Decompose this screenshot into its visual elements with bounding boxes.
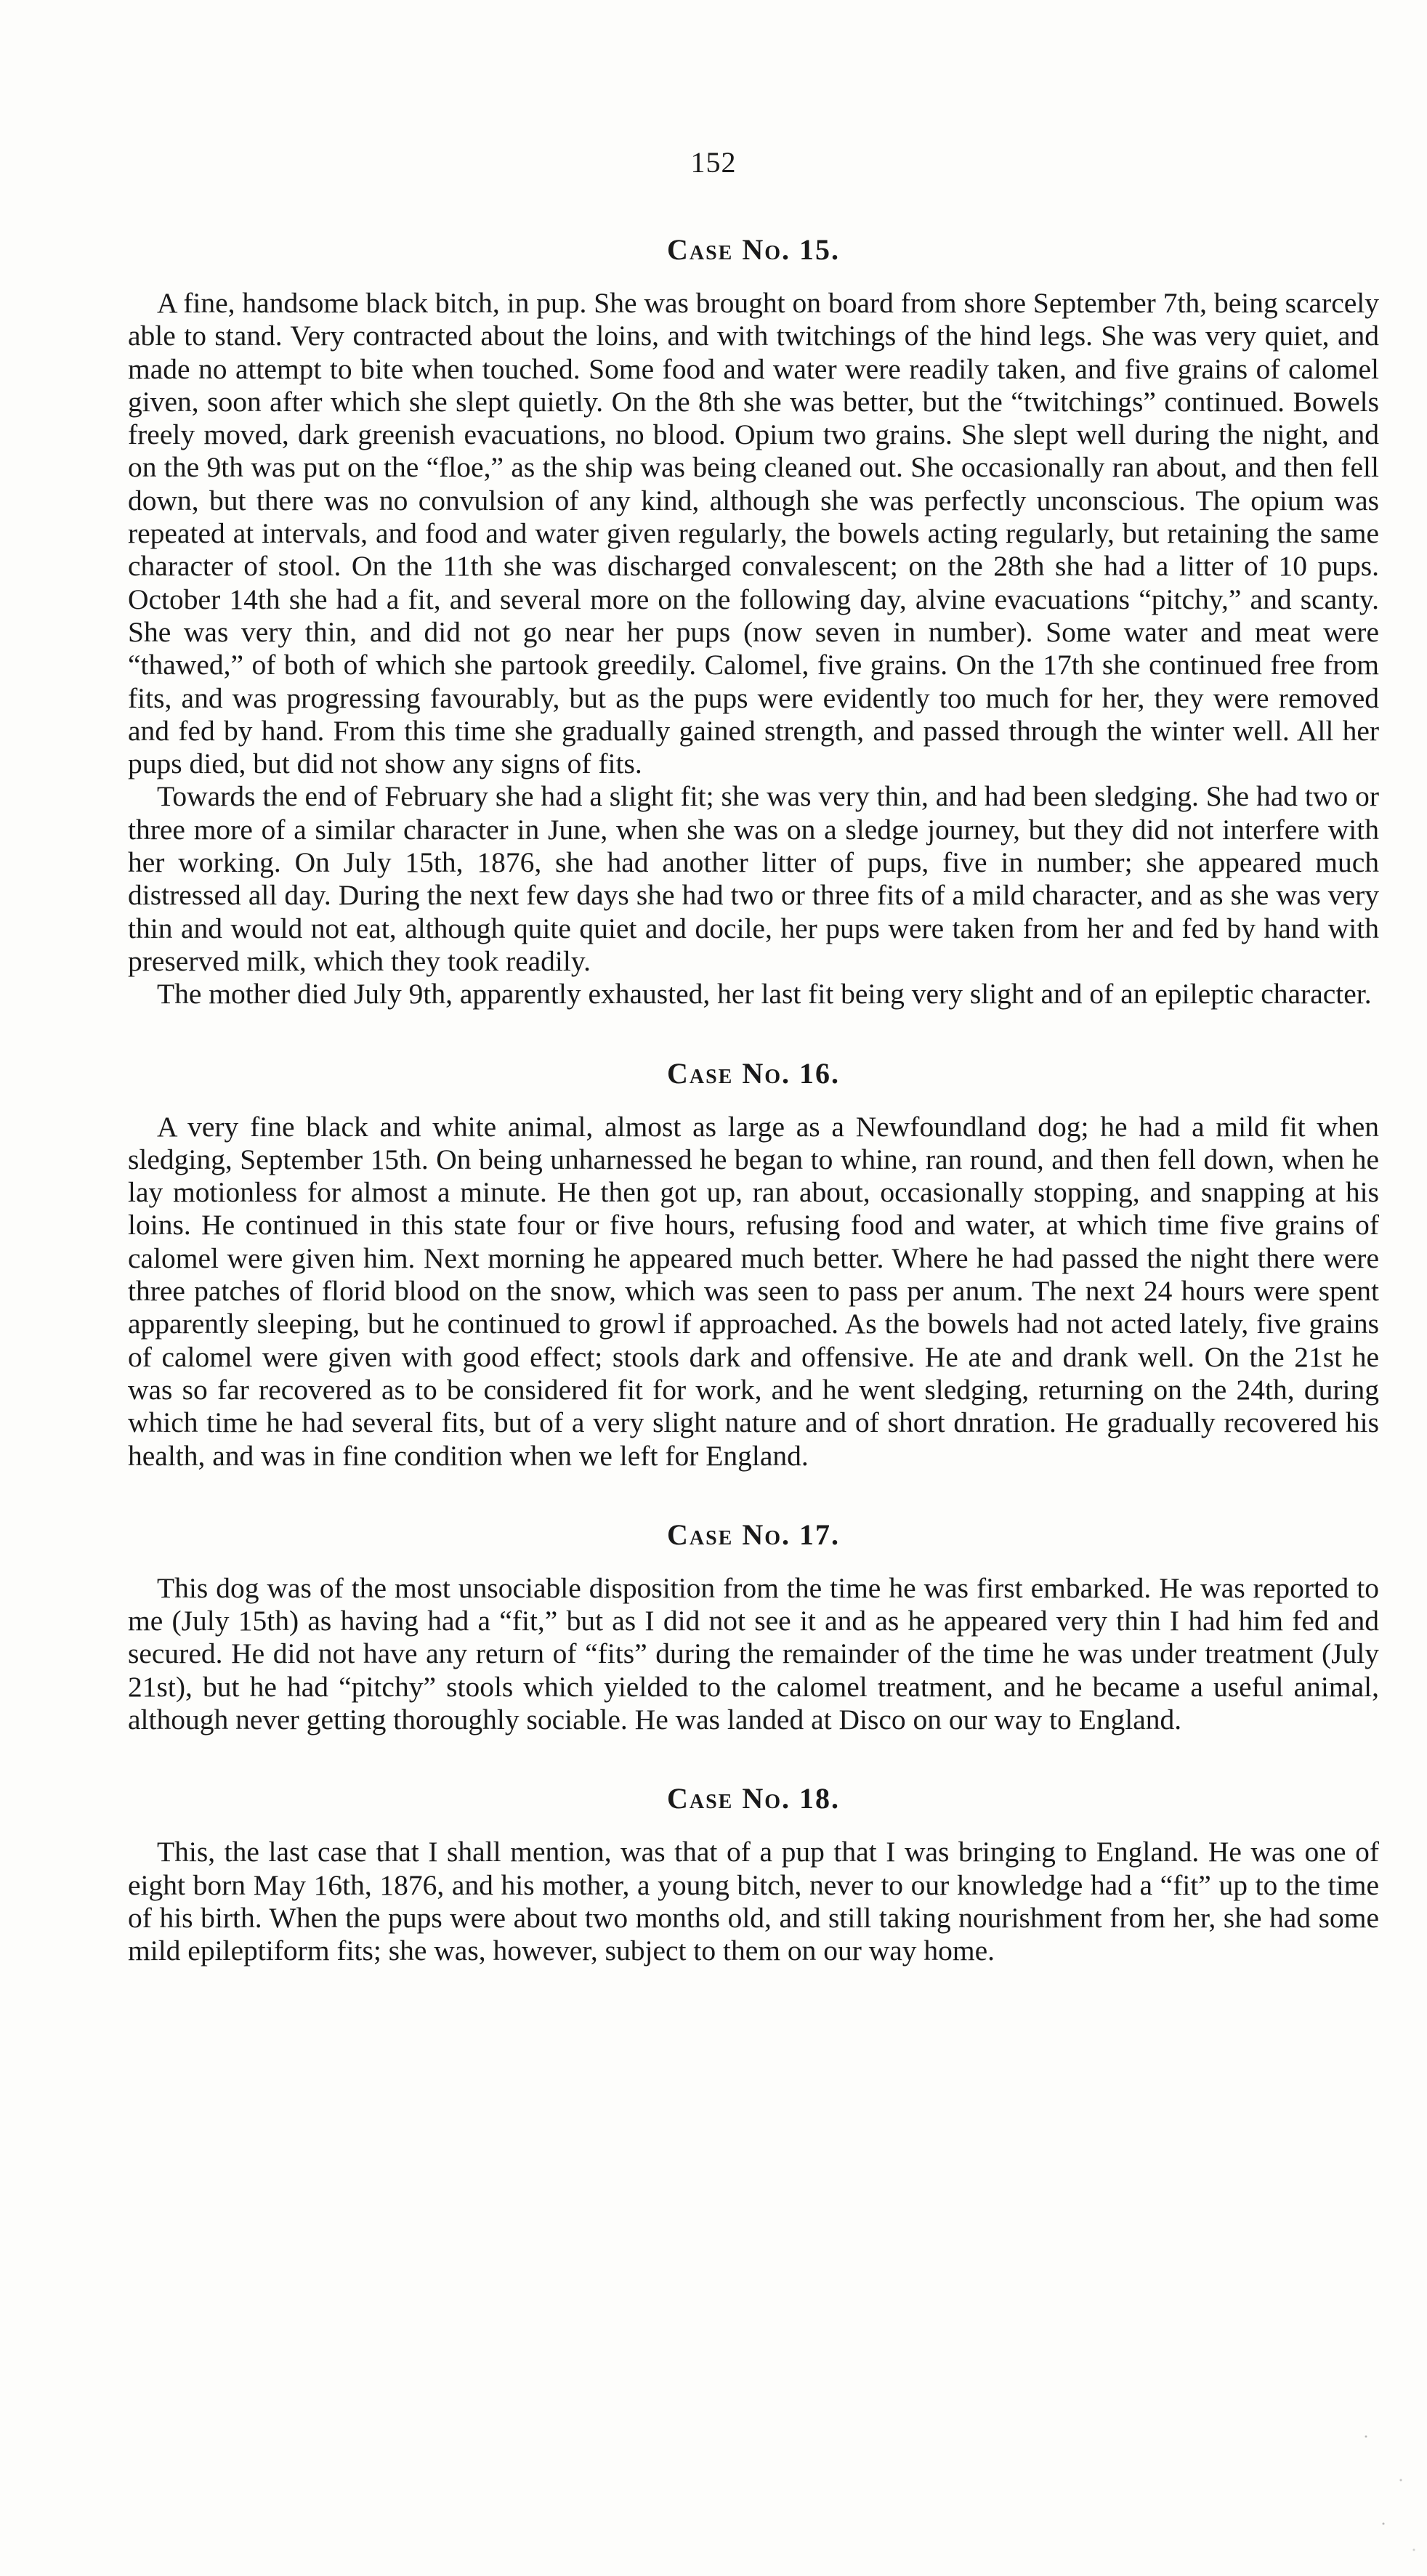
case-paragraph: This, the last case that I shall mention, was that of a pup that I was bringing to England. He was one of eight born May 16th, 1876, and his mother, a young bitch, never to our knowledge had a “fit” up to the time of his birth. When the pups were about two months old, and still taking nourishment from her, she had some mild epileptiform fits; she was, however, subject to them on our way home.	[128, 1836, 1379, 1967]
case-heading: Case No. 16.	[666, 1056, 841, 1090]
case-paragraph: A fine, handsome black bitch, in pup. She was brought on board from shore September 7th, being scarcely able to stand. Very contracted about the loins, and with twitchings of the hind legs. She was very quiet, and made no attempt to bite when touched. Some food and water were readily taken, and five grains of calomel given, soon after which she slept quietly. On the 8th she was better, but the “twitchings” continued. Bowels freely moved, dark greenish evacuations, no blood. Opium two grains. She slept well during the night, and on the 9th was put on the “floe,” as the ship was being cleaned out. She occasionally ran about, and then fell down, but there was no convulsion of any kind, although she was perfectly unconscious. The opium was repeated at intervals, and food and water given regularly, the bowels acting regularly, but retaining the same character of stool. On the 11th she was discharged convalescent; on the 28th she had a litter of 10 pups. October 14th she had a fit, and several more on the following day, alvine evacuations “pitchy,” and scanty. She was very thin, and did not go near her pups (now seven in number). Some water and meat were “thawed,” of both of which she partook greedily. Calomel, five grains. On the 17th she continued free from fits, and was progressing favourably, but as the pups were evidently too much for her, they were removed and fed by hand. From this time she gradually gained strength, and passed through the winter well. All her pups died, but did not show any signs of fits.	[128, 287, 1379, 780]
page-content	[128, 218, 1379, 1967]
case-paragraph: The mother died July 9th, apparently exhausted, her last fit being very slight and of an epileptic character.	[157, 978, 1372, 1010]
case-paragraph: This dog was of the most unsociable disposition from the time he was first embarked. He was reported to me (July 15th) as having had a “fit,” but as I did not see it and as he appeared very thin I had him fed and secured. He did not have any return of “fits” during the remainder of the time he was under treatment (July 21st), but he had “pitchy” stools which yielded to the calomel treatment, and he became a useful animal, although never getting thoroughly sociable. He was landed at Disco on our way to England.	[128, 1571, 1379, 1735]
case-heading: Case No. 18.	[666, 1782, 841, 1815]
scan-speckle-decoration	[1340, 2402, 1427, 2576]
case-18	[128, 1781, 1379, 1967]
case-heading: Case No. 15.	[666, 233, 841, 266]
case-16	[128, 1056, 1379, 1473]
case-paragraph: A very fine black and white animal, almost as large as a Newfoundland dog; he had a mild fit when sledging, September 15th. On being unharnessed he began to whine, ran round, and then fell down, when he lay motionless for almost a minute. He then got up, ran about, occasionally stopping, and snapping at his loins. He continued in this state four or five hours, refusing food and water, at which time five grains of calomel were given him. Next morning he appeared much better. Where he had passed the night there were three patches of florid blood on the snow, which was seen to pass per anum. The next 24 hours were spent apparently sleeping, but he continued to growl if approached. As the bowels had not acted lately, five grains of calomel were given with good effect; stools dark and offensive. He ate and drank well. On the 21st he was so far recovered as to be considered fit for work, and he went sledging, returning on the 24th, during which time he had several fits, but of a very slight nature and of short dnration. He gradually recovered his health, and was in fine condition when we left for England.	[128, 1110, 1379, 1472]
case-15	[128, 232, 1379, 1011]
case-heading: Case No. 17.	[666, 1518, 841, 1551]
case-17	[128, 1518, 1379, 1736]
page-number: 152	[690, 146, 737, 179]
case-paragraph: Towards the end of February she had a slight fit; she was very thin, and had been sledging. She had two or three more of a similar character in June, when she was on a sledge journey, but they did not interfere with her working. On July 15th, 1876, she had another litter of pups, five in number; she appeared much distressed all day. During the next few days she had two or three fits of a mild character, and as she was very thin and would not eat, although quite quiet and docile, her pups were taken from her and fed by hand with preserved milk, which they took readily.	[128, 780, 1379, 977]
